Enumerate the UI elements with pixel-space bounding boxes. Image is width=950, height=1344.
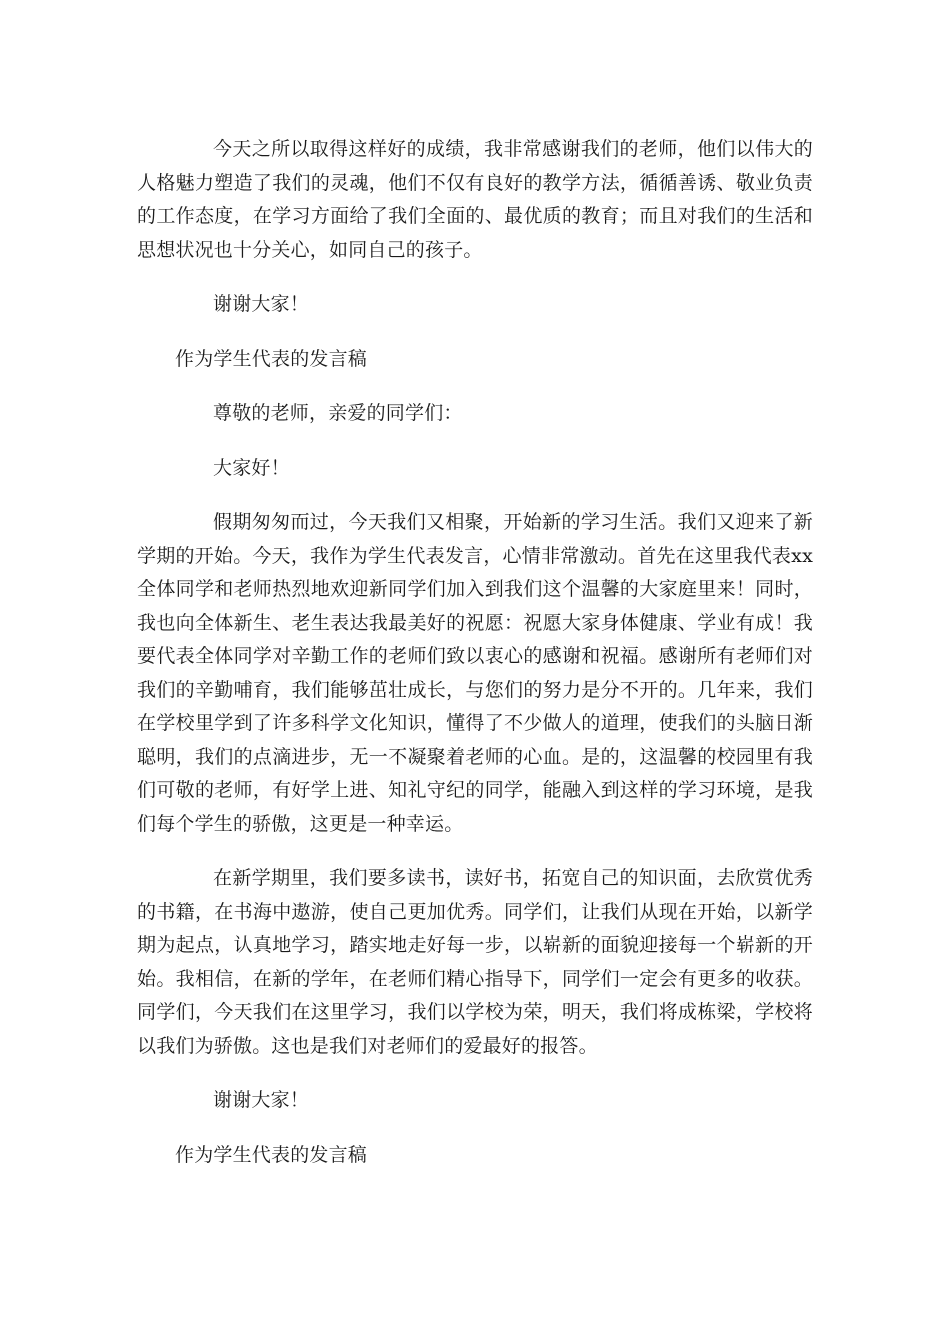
speech-title: 作为学生代表的发言稿: [175, 347, 368, 370]
paragraph-salutation: 尊敬的老师，亲爱的同学们：: [213, 402, 463, 424]
paragraph-greeting: 大家好！: [213, 456, 290, 479]
paragraph-gratitude-teachers: 今天之所以取得这样好的成绩，我非常感谢我们的老师，他们以伟大的人格魅力塑造了我们的灵魂，他们不仅有良好的教学方法，循循善诱、敬业负责的工作态度，在学习方面给了我们全面的、最优质的教育；而且对我们的生活和思想状况也十分关心，如同自己的孩子。: [137, 138, 813, 261]
paragraph-new-semester: 假期匆匆而过，今天我们又相聚，开始新的学习生活。我们又迎来了新学期的开始。今天，我作为学生代表发言，心情非常激动。首先在这里我代表xx全体同学和老师热烈地欢迎新同学们加入到我们这个温馨的大家庭里来！同时，我也向全体新生、老生表达我最美好的祝愿：祝愿大家身体健康、学业有成！我要代表全体同学对辛勤工作的老师们致以衷心的感谢和祝福。感谢所有老师们对我们的辛勤哺育，我们能够茁壮成长，与您们的努力是分不开的。几年来，我们在学校里学到了许多科学文化知识，懂得了不少做人的道理，使我们的头脑日渐聪明，我们的点滴进步，无一不凝聚着老师的心血。是的，这温馨的校园里有我们可敬的老师，有好学上进、知礼守纪的同学，能融入到这样的学习环境，是我们每个学生的骄傲，这更是一种幸运。: [137, 511, 813, 835]
paragraph-thanks-2: 谢谢大家！: [213, 1089, 310, 1111]
speech-title-2: 作为学生代表的发言稿: [175, 1143, 368, 1166]
paragraph-thanks: 谢谢大家！: [213, 293, 310, 315]
paragraph-study-plan: 在新学期里，我们要多读书，读好书，拓宽自己的知识面，去欣赏优秀的书籍，在书海中遨游，使自己更加优秀。同学们，让我们从现在开始，以新学期为起点，认真地学习，踏实地走好每一步，以崭新的面貌迎接每一个崭新的开始。我相信，在新的学年，在老师们精心指导下，同学们一定会有更多的收获。同学们，今天我们在这里学习，我们以学校为荣，明天，我们将成栋梁，学校将以我们为骄傲。这也是我们对老师们的爱最好的报答。: [137, 867, 813, 1057]
document-body: [137, 133, 813, 1172]
